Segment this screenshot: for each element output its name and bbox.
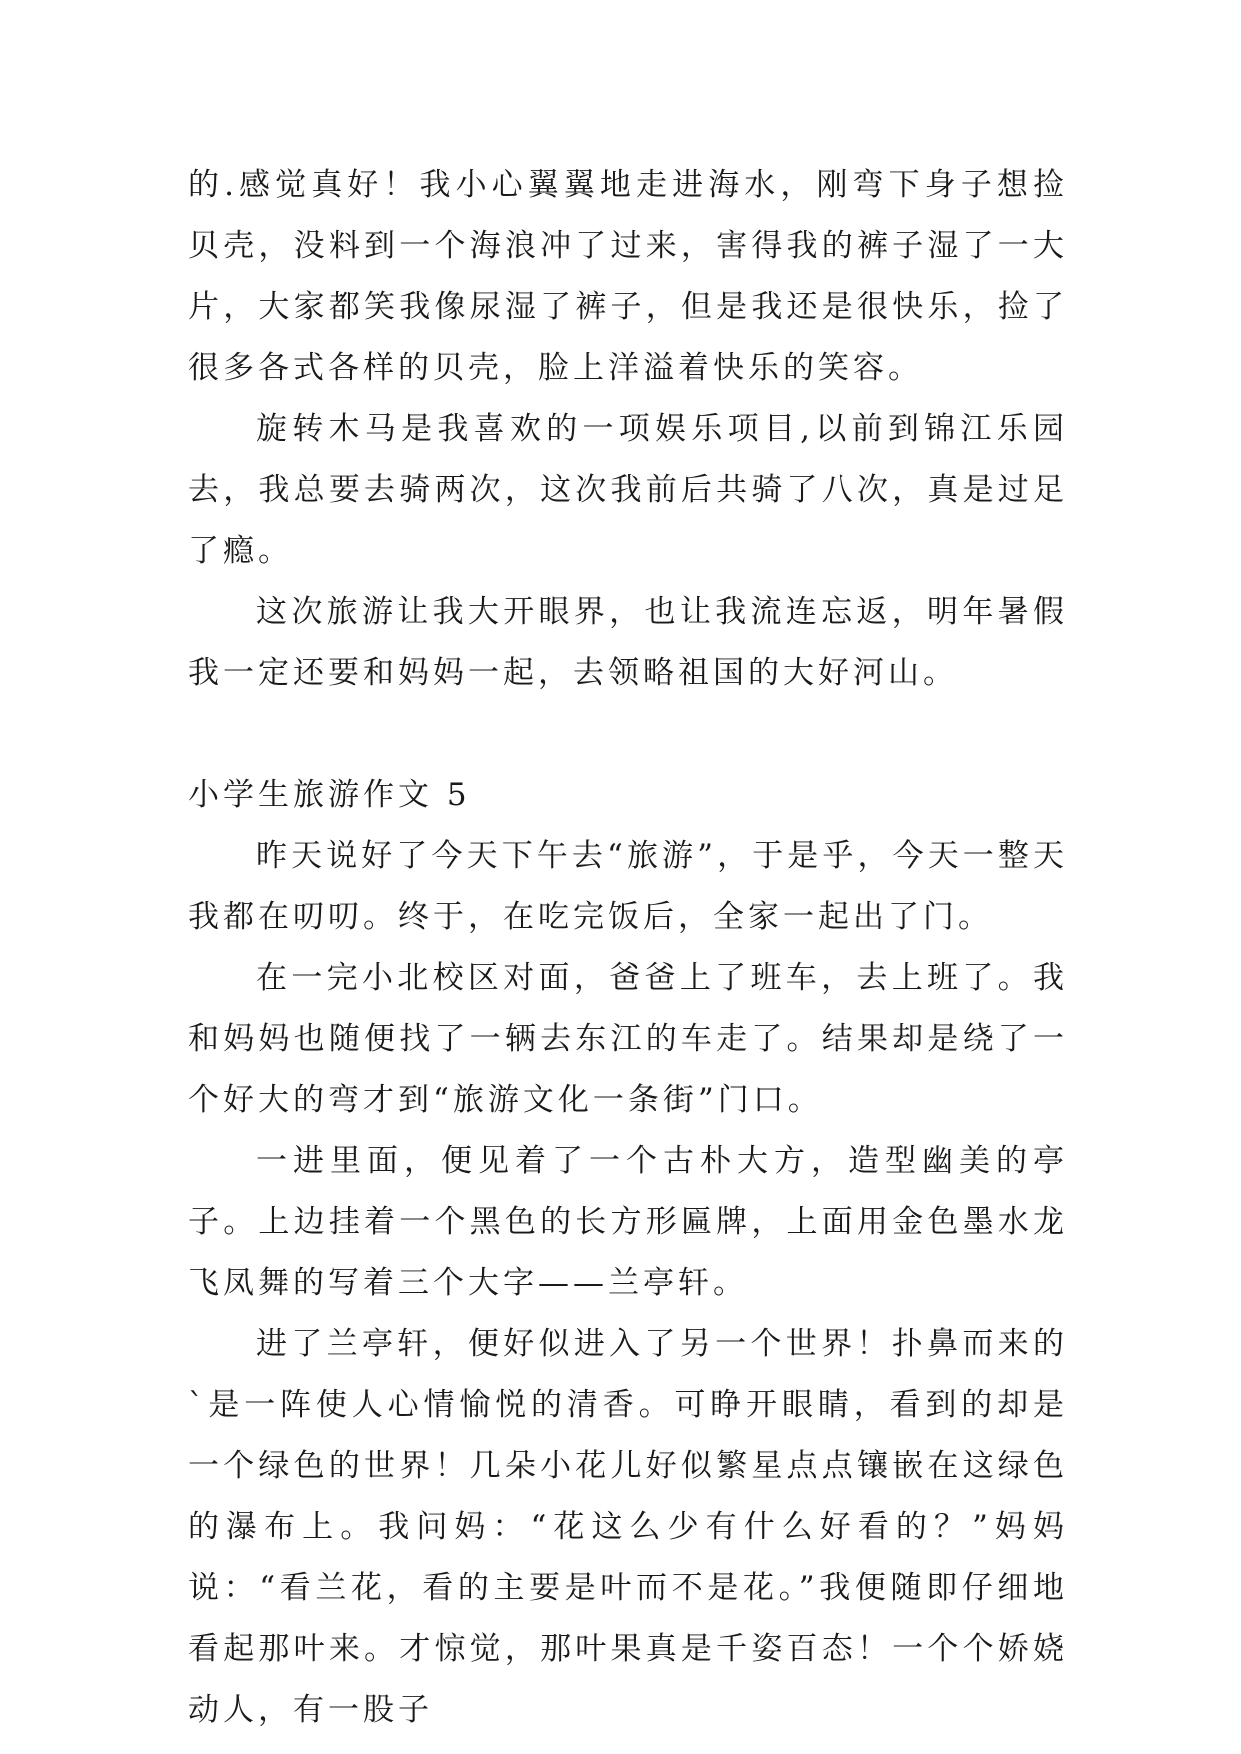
- document-body: [188, 155, 1068, 1741]
- section-title: 小学生旅游作文 5: [188, 777, 471, 813]
- paragraph-continued: 的.感觉真好！我小心翼翼地走进海水，刚弯下身子想捡贝壳，没料到一个海浪冲了过来，害得我的裤子湿了一大片，大家都笑我像尿湿了裤子，但是我还是很快乐，捡了很多各式各样的贝壳，脸上洋溢着快乐的笑容。: [188, 167, 1068, 386]
- section-spacer: [188, 704, 1068, 765]
- paragraph-orchids: 进了兰亭轩，便好似进入了另一个世界！扑鼻而来的`是一阵使人心情愉悦的清香。可睁开眼睛，看到的却是一个绿色的世界！几朵小花儿好似繁星点点镶嵌在这绿色的瀑布上。我问妈：“花这么少有什么好看的？”妈妈说：“看兰花，看的主要是叶而不是花。”我便随即仔细地看起那叶来。才惊觉，那叶果真是千姿百态！一个个娇娆动人，有一股子: [188, 1326, 1068, 1728]
- paragraph-conclusion: 这次旅游让我大开眼界，也让我流连忘返，明年暑假我一定还要和妈妈一起，去领略祖国的大好河山。: [188, 594, 1068, 691]
- paragraph-pavilion: 一进里面，便见着了一个古朴大方，造型幽美的亭子。上边挂着一个黑色的长方形匾牌，上面用金色墨水龙飞凤舞的写着三个大字——兰亭轩。: [188, 1143, 1068, 1301]
- paragraph-carousel: 旋转木马是我喜欢的一项娱乐项目,以前到锦江乐园去，我总要去骑两次，这次我前后共骑了八次，真是过足了瘾。: [188, 411, 1068, 569]
- paragraph-intro: 昨天说好了今天下午去“旅游”，于是乎，今天一整天我都在叨叨。终于，在吃完饭后，全家一起出了门。: [188, 838, 1068, 935]
- paragraph-journey: 在一完小北校区对面，爸爸上了班车，去上班了。我和妈妈也随便找了一辆去东江的车走了。结果却是绕了一个好大的弯才到“旅游文化一条街”门口。: [188, 960, 1068, 1118]
